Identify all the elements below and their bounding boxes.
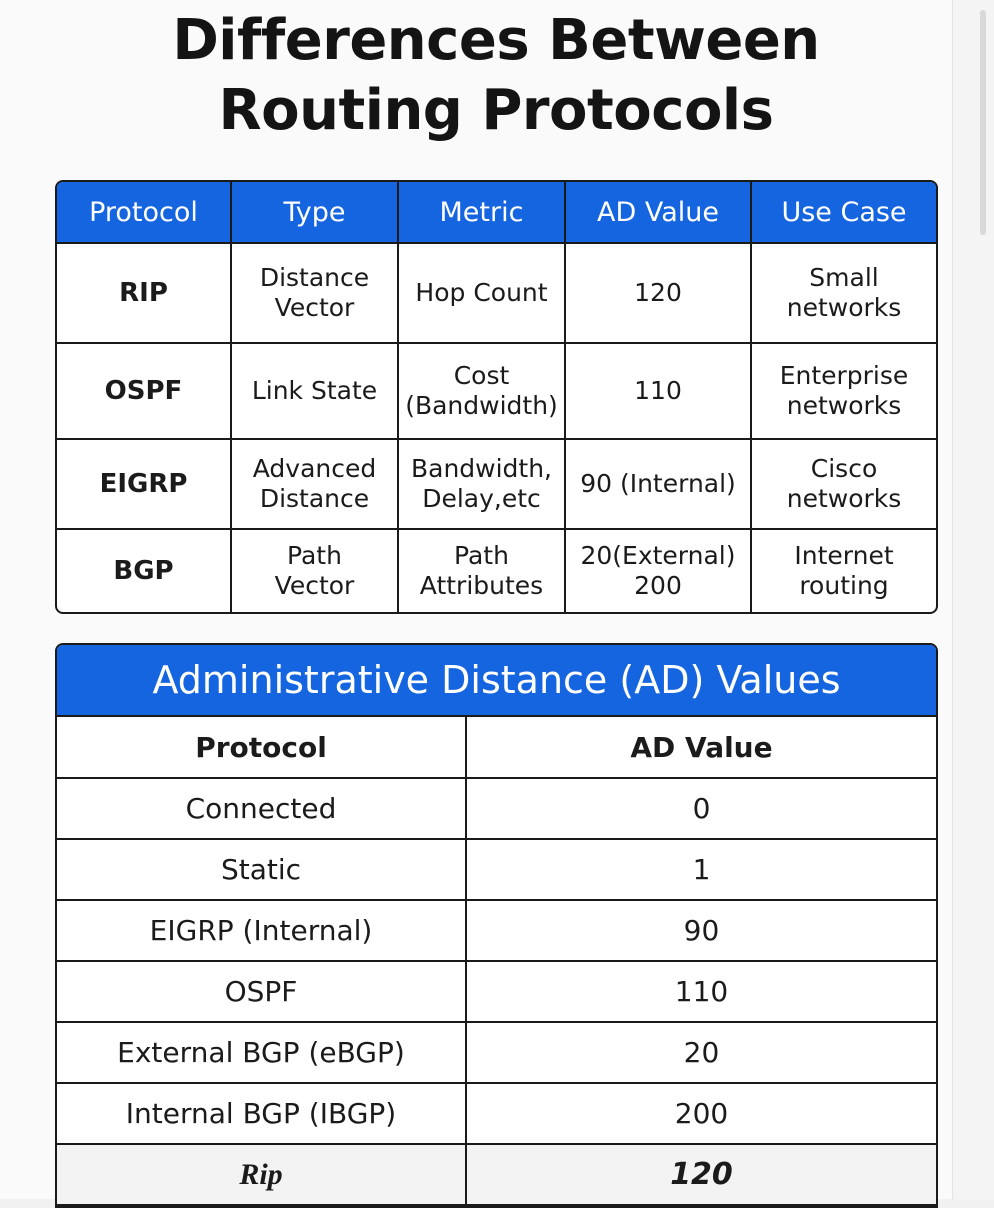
protocol-cell: EIGRP (57, 439, 231, 529)
use-case-cell (751, 343, 936, 439)
table-row (57, 243, 936, 343)
cell-line: 110 (634, 376, 682, 405)
ad-cell (565, 529, 751, 612)
table-row (57, 439, 936, 529)
cell-line: Distance (259, 263, 370, 292)
metric-cell (398, 439, 565, 529)
cell-line: Distance (259, 484, 370, 513)
table-row (57, 961, 936, 1022)
ad-value-cell: 90 (466, 900, 936, 961)
cell-line: routing (799, 571, 889, 600)
cell-line: networks (786, 391, 902, 420)
table-row (57, 343, 936, 439)
ad-values-table (55, 643, 938, 1208)
cell-line: 200 (634, 571, 682, 600)
table-row (57, 529, 936, 612)
table-row (57, 839, 936, 900)
ad-cell (565, 439, 751, 529)
cell-line: Hop Count (415, 278, 548, 307)
cell-line: Link State (251, 376, 378, 405)
table-row (57, 1022, 936, 1083)
ad-value-cell: 20 (466, 1022, 936, 1083)
protocol-cell: BGP (57, 529, 231, 612)
metric-cell (398, 243, 565, 343)
cell-line: 120 (634, 278, 682, 307)
ad-header-row (57, 717, 936, 778)
type-cell (231, 343, 398, 439)
cell-line: Path (287, 541, 342, 570)
ad-value-cell: 1 (466, 839, 936, 900)
cell-line: Attributes (419, 571, 544, 600)
protocol-cell: Static (57, 839, 466, 900)
table-row (57, 778, 936, 839)
cell-line: networks (786, 484, 902, 513)
cell-line: Advanced (252, 454, 377, 483)
cell-line: Bandwidth, (410, 454, 553, 483)
cell-line: Enterprise (779, 361, 909, 390)
metric-cell (398, 343, 565, 439)
ad-cell (565, 243, 751, 343)
protocol-cell: OSPF (57, 961, 466, 1022)
ad-value-cell: 120 (466, 1144, 936, 1205)
ad-value-cell: 0 (466, 778, 936, 839)
protocol-cell: Connected (57, 778, 466, 839)
use-case-cell (751, 243, 936, 343)
type-cell (231, 529, 398, 612)
protocol-cell: Rip (57, 1144, 466, 1205)
column-header-type: Type (231, 182, 398, 243)
type-cell (231, 439, 398, 529)
cell-line: Vector (274, 571, 355, 600)
ad-table-title: Administrative Distance (AD) Values (57, 645, 936, 717)
type-cell (231, 243, 398, 343)
cell-line: Path (454, 541, 509, 570)
protocol-cell: External BGP (eBGP) (57, 1022, 466, 1083)
use-case-cell (751, 529, 936, 612)
cell-line: (Bandwidth) (405, 391, 558, 420)
cell-line: Cisco (810, 454, 878, 483)
cell-line: Vector (274, 293, 355, 322)
protocol-cell: RIP (57, 243, 231, 343)
cell-line: Small (809, 263, 879, 292)
table-row (57, 1144, 936, 1205)
protocol-cell: OSPF (57, 343, 231, 439)
cell-line: 90 (Internal) (580, 469, 736, 498)
column-header-protocol: Protocol (57, 182, 231, 243)
table-row (57, 1083, 936, 1144)
column-header-use-case: Use Case (751, 182, 936, 243)
cell-line: Cost (453, 361, 510, 390)
column-header-protocol: Protocol (57, 717, 466, 778)
side-panel (952, 0, 994, 1199)
ad-value-cell: 200 (466, 1083, 936, 1144)
use-case-cell (751, 439, 936, 529)
cell-line: Delay,etc (422, 484, 541, 513)
cell-line: networks (786, 293, 902, 322)
protocol-comparison-table (55, 180, 938, 614)
cell-line: 20(External) (580, 541, 736, 570)
ad-cell (565, 343, 751, 439)
protocol-cell: Internal BGP (IBGP) (57, 1083, 466, 1144)
metric-cell (398, 529, 565, 612)
cell-line: Internet (794, 541, 894, 570)
title-line-2: Routing Protocols (218, 78, 774, 143)
protocol-cell: EIGRP (Internal) (57, 900, 466, 961)
column-header-ad-value: AD Value (466, 717, 936, 778)
comparison-header-row (57, 182, 936, 243)
ad-value-cell: 110 (466, 961, 936, 1022)
column-header-ad-value: AD Value (565, 182, 751, 243)
title-line-1: Differences Between (172, 8, 820, 73)
column-header-metric: Metric (398, 182, 565, 243)
table-row (57, 900, 936, 961)
page-title (0, 6, 992, 146)
